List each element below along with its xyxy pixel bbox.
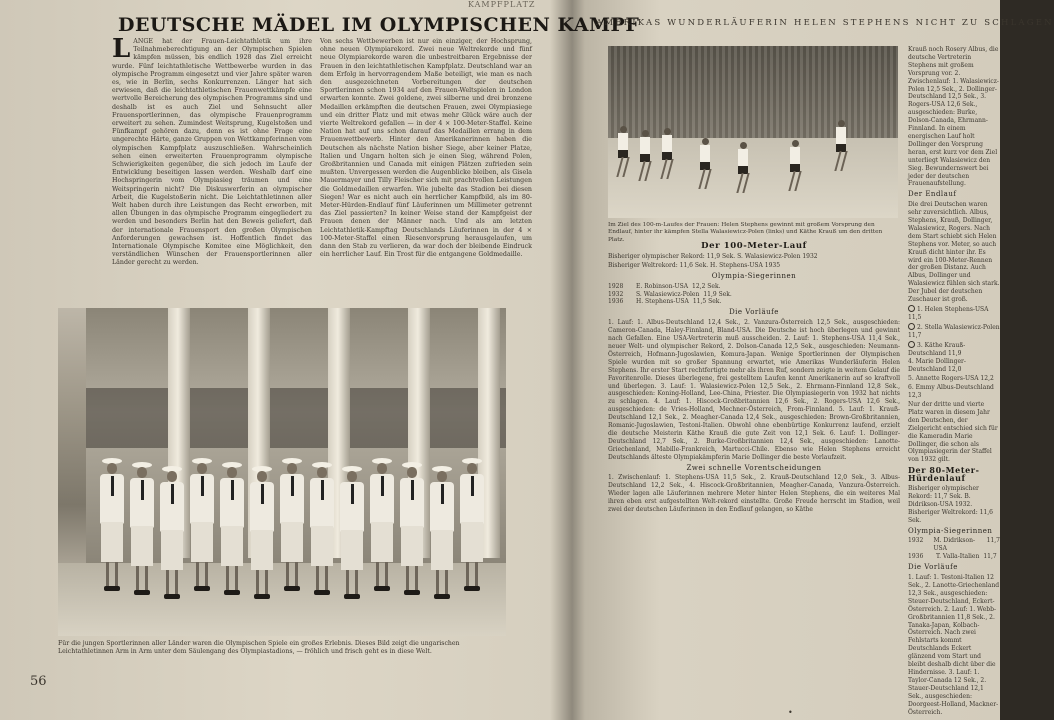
right-page (578, 0, 1054, 720)
final-result-item (908, 358, 1000, 374)
final-results-list (908, 305, 1000, 400)
record-world: Bisheriger Weltrekord: 11,6 Sek. H. Stephens-USA 1935 (608, 261, 781, 269)
column-1-text: ANGE hat der Frauen-Leichtathletik um ihre Teilnahmeberechtigung an der Olympischen Spielen kämpfen müssen, bis endlich 1928 das Ziel erreicht wurde. Fünf leichtathletische Wettbewerbe wurden in das olympische Programm eingesetzt und vier Jahre später waren es, wie in Berlin, sechs Konkurrenzen. Länger hat sich erwiesen, daß die leichtathletischen Frauenwettkämpfe eine wertvolle Bereicherung des olympischen Programms sind und deshalb ist es auch Ziel und Sehnsucht aller Frauensportlerinnen, das olympische Frauenprogramm erweitert zu sehen. Zumindest Weitsprung, Kugelstoßen und Fünfkampf gehören dazu, denn es ist ohne Frage eine ungerechte Härte, ganze Gruppen von Wettkampferinnen vom olympischen Kampfplatz auszuschließen. Wahrscheinlich sehen einen erweiterten Frauenprogramm olympische Schwierigkeiten gegenüber, die sich jedoch im Laufe der Entwicklung beseitigen lassen werden. Weshalb darf eine Hochspringerin vom Olympiasieg träumen und eine Weitspringerin nicht? Die Diskuswerferin an olympischer Arbeit, die Kugelstoßerin nicht. Die Leichtathletinnen aller Welt haben durch ihre Leistungen das Recht erworben, mit allen Übungen in das olympische Programm eingegliedert zu werden und besonders Berlin hat den Beweis geliefert, daß der internationale Frauensport den großen Olympischen Anforderungen gewachsen ist. Hoffentlich findet das Internationale Olympische Komitee eine Möglichkeit, den verständlichen Wünschen der Frauensportlerinnen aller Länder gerecht zu werden. (112, 38, 312, 267)
hurdles-winner-cell: 11,7 (986, 537, 1000, 545)
athlete-figure (128, 462, 156, 602)
hurdles-record: Bisheriger olympischer Rekord: 11,7 Sek. B. Didrikson-USA 1932. Bisheriger Weltrekord: 11,6 Sek. (908, 485, 993, 524)
athlete-figure (368, 458, 396, 598)
athlete-figure (458, 458, 486, 598)
winner-cell: 11,5 Sek. (692, 298, 722, 306)
photo-caption-right: Im Ziel des 100-m-Laufes der Frauen: Helen Stephens gewinnt mit großem Vorsprung den Endlauf, hinter ihr kämpfen Stella Walasiewicz-Polen (links) und Käthe Krauß um den dritten Platz. (608, 222, 883, 243)
athlete-figure (338, 466, 366, 606)
section-title-hurdles: Der 80-Meter-Hürdenlauf (908, 465, 980, 484)
hurdles-winners-list (908, 537, 1000, 561)
runner-figure (660, 128, 674, 180)
page-mark-right: • (788, 708, 793, 717)
winners-title: Olympia-Siegerinnen (711, 271, 797, 280)
athlete-figure (398, 462, 426, 602)
side-column (908, 46, 1000, 720)
athlete-figure (188, 458, 216, 598)
athlete-figure (278, 458, 306, 598)
running-head-left: KAMPFPLATZ (468, 0, 536, 9)
winner-cell: 1936 (608, 298, 624, 306)
winner-cell: 11,9 Sek. (703, 290, 732, 298)
winner-row (608, 298, 900, 306)
final-result-text: 5. Annette Rogers-USA 12,2 (908, 375, 994, 383)
final-text: Die drei Deutschen waren sehr zuversichtlich. Albus, Stephens, Krauß, Dollinger, Walasiewicz, Rogers. Nach dem Start schiebt sich Helen Stephens vor. Meter, so auch Krauß dicht hinter ihr. Es wird ein 100-Meter-Rennen der großen Distanz. Auch Albus, Dollinger und Walasiewicz fühlen sich stark. Der Jubel der deutschen Zuschauer ist groß. (908, 201, 1000, 304)
semis-text: 1. Zwischenlauf: 1. Stephens-USA 11,5 Sek., 2. Krauß-Deutschland 12,0 Sek., 3. Albus-Deutschland 12,2 Sek., 4. Hiscock-Großbritannien, Meagher-Canada, Vanzura-Österreich. Wieder lagen alle Läuferinnen mehrere Meter hinter Helen Stephens, die ein weiteres Mal ihren eben erst aufgestellten Welt-rekord einstellte. Große Freude herrscht im Stadion, weil zwei der deutschen Läuferinnen in den Endlauf gelangen, so Käthe (608, 474, 900, 514)
runner-figure (698, 138, 712, 190)
winner-cell: 1932 (608, 290, 624, 298)
final-result-item (908, 305, 1000, 322)
photo-athletes-colonnade (58, 308, 506, 636)
heats-title: Die Vorläufe (729, 308, 779, 317)
results-column (608, 240, 900, 720)
hurdles-winner-cell: 11,7 (983, 553, 997, 561)
athlete-figure (428, 466, 456, 606)
final-result-text: 1. Helen Stephens-USA 11,5 (908, 306, 989, 321)
final-result-item (908, 375, 1000, 383)
runner-figure (638, 130, 652, 182)
final-title: Der Endlauf (908, 190, 957, 199)
running-head-right: AMERIKAS WUNDERLÄUFERIN HELEN STEPHENS NICHT ZU SCHLAGEN (596, 18, 1054, 28)
winner-cell: 1928 (608, 282, 624, 290)
hurdles-winners-title: Olympia-Siegerinnen (908, 526, 993, 535)
athlete-figure (218, 462, 246, 602)
final-result-item (908, 341, 1000, 358)
hurdles-heats-title: Die Vorläufe (908, 563, 958, 572)
hurdles-winner-row (908, 537, 1000, 553)
runner-figure (616, 126, 630, 178)
medal-icon (908, 323, 915, 330)
hurdles-winner-cell: M. Didrikson-USA (933, 537, 975, 553)
final-result-text: 6. Emmy Albus-Deutschland 12,3 (908, 384, 994, 400)
record-olympic: Bisheriger olympischer Rekord: 11,9 Sek. S. Walasiewicz-Polen 1932 (608, 252, 818, 260)
hurdles-winner-cell: 1932 (908, 537, 924, 545)
winner-cell: 12,2 Sek. (692, 282, 721, 290)
hurdles-winner-cell: 1936 (908, 553, 924, 561)
winner-row (608, 291, 900, 299)
drop-cap: L (112, 34, 131, 64)
winner-row (608, 283, 900, 291)
heats-text: 1. Lauf: 1. Albus-Deutschland 12,4 Sek., 2. Vanzura-Österreich 12,5 Sek., ausgeschieden: Cameron-Canada, Haley-Finnland, Bland-USA. Die Deutsche ist hoch überlegen und gewinnt nach Gefallen. Eine USA-Vertreterin muß ausscheiden. 2. Lauf: 1. Stephens-USA 11,4 Sek., neuer Welt- und olympischer Rekord, 2. Dolson-Canada 12,5 Sek., ausgeschieden: Neumann-Österreich, Hofmann-Jugoslawien, Komura-Japan. Wenige Sportlerinnen der Olympischen Spiele wurden mit so großer Spannung erwartet, wie Amerikas Wunderläuferin Helen Stephens. Ihr erster Start rechtfertigte mehr als ihren Ruf, sondern zeigte in weitem Gelauf die Favoritenrolle. Dieses überlegene, frei gestelltem Laufen kennt Amerikanerin auf so kraftvoll und überlegen. 3. Lauf: 1. Walasiewicz-Polen 12,5 Sek., 2. Ehrmann-Finnland 12,8 Sek., ausgeschieden: Koning-Holland, Lee-China, Priester. Die Olympiasiegerin von 1932 hat nichts zu schlagen. 4. Lauf: 1. Hiscock-Großbritannien 12,6 Sek., 2. Rogers-USA 12,6 Sek., ausgeschieden: de Vries-Holland, Mechner-Österreich, From-Finnland. 5. Lauf: 1. Krauß-Deutschland 12,1 Sek., 2. Meagher-Canada 12,4 Sek., ausgeschieden: Brown-Großbritannien, Romanic-Jugoslawien, Testoni-Italien. Obwohl ohne ebenbürtige Konkurrenz laufend, erzielt die deutsche Meisterin Käthe Krauß die gute Zeit von 12,1 Sek. 6. Lauf: 1. Dollinger-Deutschland 12,7 Sek., 2. Burke-Großbritannien 12,4 Sek., ausgeschieden: Lanotte-Griechenland, Mabille-Frankreich, Martucci-Chile. Ebenso wie Helen Stephens erreicht Deutschlands älteste Olympiakämpferin Marie Dollinger die beste Vorlaufzeit. (608, 319, 900, 461)
article-column-1 (112, 34, 312, 333)
final-result-text: 4. Marie Dollinger-Deutschland 12,0 (908, 358, 966, 374)
hurdles-winner-cell: T. Valla-Italien (936, 553, 980, 561)
final-result-item (908, 323, 1000, 340)
winners-list (608, 283, 900, 307)
semis-title: Zwei schnelle Vorentscheidungen (686, 463, 822, 472)
winner-cell: H. Stephens-USA (636, 298, 689, 306)
runner-figure (736, 142, 750, 194)
athlete-figure (98, 458, 126, 598)
side-text-top: Krauß noch Rosery Albus, die deutsche Vertreterin Stephens mit großem Vorsprung vor. 2. Zwischenlauf: 1. Walasiewicz-Polen 12,5 Sek., 2. Dollinger-Deutschland 12,5 Sek., 3. Rogers-USA 12,6 Sek., ausgeschieden: Burke, Dolson-Canada, Ehrmann-Finnland. In einem energischen Lauf holt Dollinger den Vorsprung heran, erst kurz vor dem Ziel unterliegt Walasiewicz den Sieg. Bewundernswert bei jeder der deutschen Frauenaufstellung. (908, 46, 999, 188)
winner-cell: S. Walasiewicz-Polen (636, 290, 700, 298)
runner-figure (834, 120, 848, 172)
runner-figure (788, 140, 802, 192)
photo-100m-finish (608, 46, 898, 218)
athlete-figure (248, 466, 276, 606)
medal-icon (908, 305, 915, 312)
athlete-figure (158, 466, 186, 606)
winner-cell: E. Robinson-USA (636, 282, 689, 290)
page-number-left: 56 (30, 674, 47, 689)
final-result-text: 2. Stella Walasiewicz-Polen 11,7 (908, 323, 1000, 339)
section-title-100m: Der 100-Meter-Lauf (701, 241, 807, 251)
hurdles-winner-row (908, 553, 1000, 561)
athlete-figure (308, 462, 336, 602)
final-result-item (908, 384, 1000, 400)
final-result-text: 3. Käthe Krauß-Deutschland 11,9 (908, 341, 966, 357)
hurdles-heats-text: 1. Lauf: 1. Testoni-Italien 12 Sek., 2. Lanotte-Griechenland 12,3 Sek., ausgeschieden: Steuer-Deutschland, Eckert-Österreich. 2. Lauf: 1. Webb-Großbritannien 11,8 Sek., 2. Tanaka-Japan, Kolbach-Österreich. Nach zwei Fehlstarts kommt Deutschlands Eckert glänzend vom Start und bleibt deshalb dicht über die Hindernisse. 3. Lauf: 1. Taylor-Canada 12 Sek., 2. Stauer-Deutschland 12,1 Sek., ausgeschieden: Doorgeest-Holland, Mackner-Österreich. (908, 574, 1000, 716)
article-column-2 (320, 38, 532, 333)
medal-icon (908, 341, 915, 348)
photo-caption-left: Für die jungen Sportlerinnen aller Länder waren die Olympischen Spiele ein großes Erlebnis. Dieses Bild zeigt die ungarischen Leichtathletinnen Arm in Arm unter dem Säulengang des Olympiastadions, — fröhlich und frisch geht es in diese Welt. (58, 640, 460, 655)
article-title: DEUTSCHE MÄDEL IM OLYMPISCHEN KAMPF (118, 14, 640, 36)
side-text-mid: Nur der dritte und vierte Platz waren in diesem Jahr den Deutschen, der Zielgericht entschied sich für die Kameradin Marie Dollinger, die schon als Olympiasiegerin der Staffel von 1932 gilt. (908, 400, 998, 464)
column-2-text: Von sechs Wettbewerben ist nur ein einziger, der Hochsprung, ohne neuen Olympiarekord. Zwei neue Weltrekorde und fünf neue Olympiarekorde waren die unbestreitbaren Ergebnisse der Frauen in den leichtathletischen Kampfplatz. Deutschland war an dem Erfolg in hervorragendem Maße beteiligt, wie man es nach den ausgezeichneten Vorbereitungen der deutschen Sportlerinnen schon 1934 auf den Frauen-Weltspielen in London erwarten konnte. Zwei goldene, zwei silberne und drei bronzene Medaillen erkämpften die deutschen Frauen, zwei Olympiasiege und ein dritter Platz und mit etwas mehr Glück wäre auch der vierte Weltrekord gefallen — in der 4 × 100-Meter-Staffel. Keine Nation hat auf uns schon darauf das Medaillen errang in dem Frauenwettbewerb. Hinter den Amerikanerinnen haben die Deutschen als nächste Nation bisher Siege, aber keiner Platze, Italien und Ungarn holten sich je einen Sieg, während Polen, Großbritannien und Canada mit einigen Plätzen zufrieden sein mußten. Unvergessen werden die Augenblicke bleiben, als Gisela Mauermayer und Tilly Fleischer sich mit prachtvollen Leistungen die Goldmedaillen erwarfen. Wie jubelte das Stadion bei diesen Siegen! War es nicht auch ein herrlicher Kampfbild, als im 80-Meter-Hürden-Endlauf fünf Läuferinnen um Millimeter getrennt das Ziel passierten? In keiner Weise stand der Kampfgeist der Frauen denen der Männer nach. Und als am letzten Leichtathletik-Kampftag Deutschlands Läuferinnen in der 4 × 100-Meter-Staffel einen Riesenvorsprung herausgelaufen, um dann den Stab zu verlieren, da war doch der bleibende Eindruck ein herrlicher Lauf. Ein Trost für die entgangene Goldmedaille. (320, 38, 532, 259)
